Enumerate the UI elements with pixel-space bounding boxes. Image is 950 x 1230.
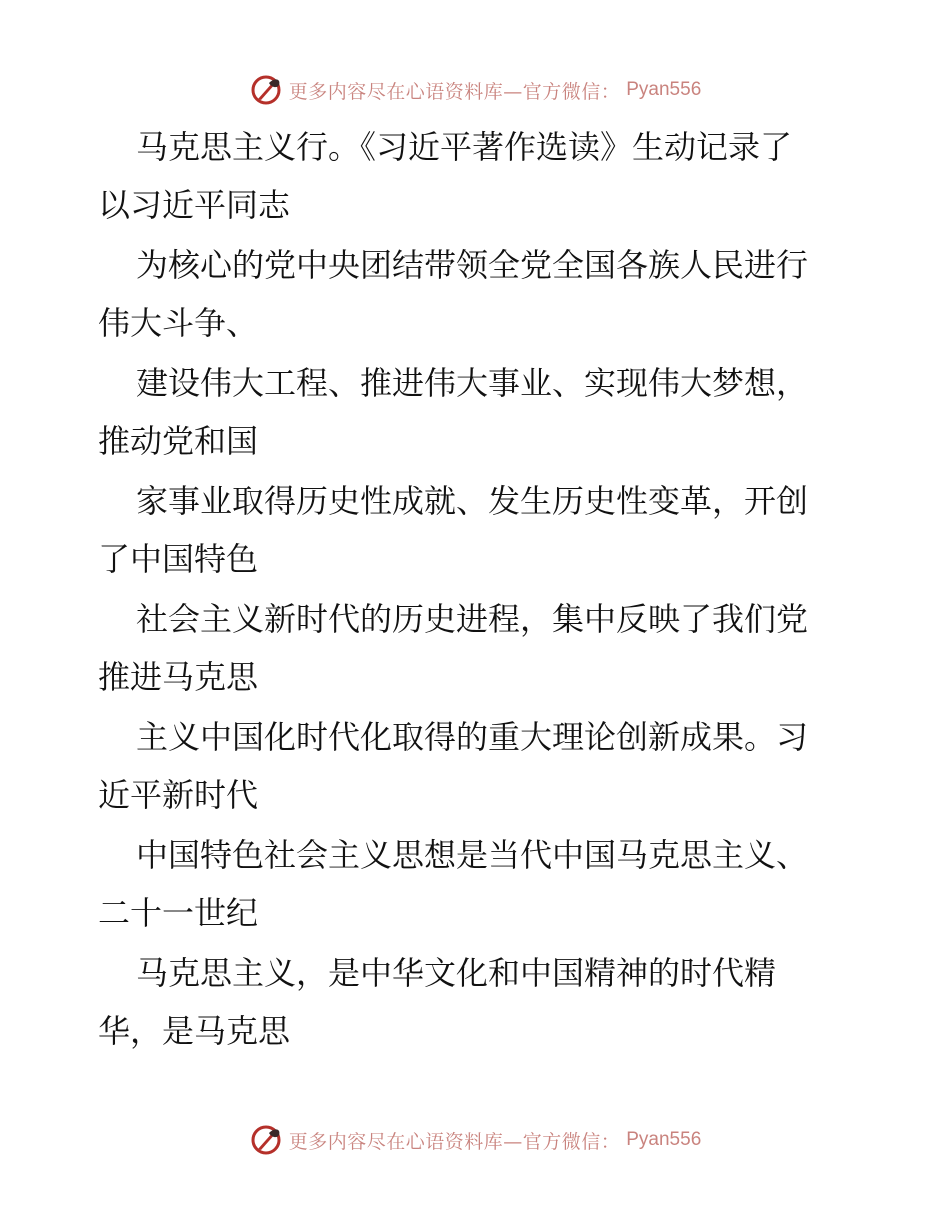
paragraph-first-line: 家事业取得历史性成就、发生历史性变革，开创 xyxy=(136,482,809,520)
header-watermark xyxy=(0,68,950,112)
paragraph xyxy=(98,708,858,824)
paragraph xyxy=(98,826,858,942)
paragraph xyxy=(98,236,858,352)
paragraph xyxy=(98,944,858,1060)
paragraph xyxy=(98,472,858,588)
paragraph-first-line: 马克思主义，是中华文化和中国精神的时代精 xyxy=(136,954,777,992)
paragraph-continuation: 了中国特色 xyxy=(98,540,259,578)
footer-watermark xyxy=(0,1118,950,1162)
paragraph-continuation: 华，是马克思 xyxy=(98,1012,291,1050)
paragraph-first-line: 建设伟大工程、推进伟大事业、实现伟大梦想， xyxy=(136,364,809,402)
paragraph xyxy=(98,590,858,706)
quill-seal-icon xyxy=(249,73,283,107)
paragraph-first-line: 主义中国化时代化取得的重大理论创新成果。习 xyxy=(136,718,809,756)
paragraph xyxy=(98,118,858,234)
watermark-text: 更多内容尽在心语资料库—官方微信： xyxy=(288,80,621,103)
paragraph-first-line: 马克思主义行。《习近平著作选读》生动记录了 xyxy=(136,128,793,166)
quill-seal-icon xyxy=(249,1123,283,1157)
watermark-text: 更多内容尽在心语资料库—官方微信： xyxy=(288,1130,621,1153)
paragraph-first-line: 为核心的党中央团结带领全党全国各族人民进行 xyxy=(136,246,809,284)
paragraph-continuation: 伟大斗争、 xyxy=(98,304,259,342)
paragraph xyxy=(98,354,858,470)
paragraph-first-line: 社会主义新时代的历史进程，集中反映了我们党 xyxy=(136,600,809,638)
paragraph-first-line: 中国特色社会主义思想是当代中国马克思主义、 xyxy=(136,836,809,874)
paragraph-continuation: 推进马克思 xyxy=(98,658,259,696)
body-text xyxy=(98,118,858,1062)
paragraph-continuation: 推动党和国 xyxy=(98,422,259,460)
paragraph-continuation: 以习近平同志 xyxy=(98,186,291,224)
paragraph-continuation: 二十一世纪 xyxy=(98,894,259,932)
watermark-wechat-id: Pyan556 xyxy=(626,79,702,100)
paragraph-continuation: 近平新时代 xyxy=(98,776,259,814)
watermark-wechat-id: Pyan556 xyxy=(626,1129,702,1150)
